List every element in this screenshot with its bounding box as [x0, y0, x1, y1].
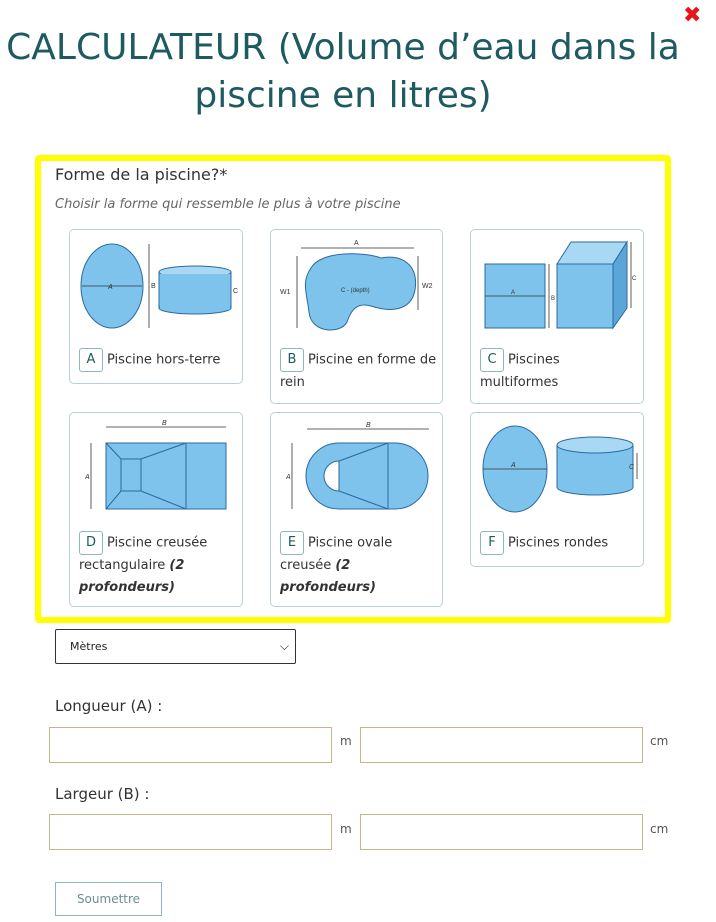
shape-letter-badge: A: [79, 348, 103, 372]
dim-label-a: A: [511, 290, 516, 296]
shape-option-f[interactable]: [470, 412, 644, 567]
shape-option-c[interactable]: [470, 229, 644, 404]
width-meters-input[interactable]: [49, 814, 332, 850]
chevron-down-icon: ⌵: [279, 639, 289, 653]
shape-label: Piscine creusée rectangulaire: [79, 535, 208, 573]
shape-label-bold: (2 profondeurs): [280, 558, 376, 595]
dim-label-b: B: [366, 422, 371, 429]
width-meters-unit: m: [340, 822, 352, 836]
kidney-pool-diagram: [271, 230, 444, 340]
shape-caption: [79, 348, 220, 372]
round-pool-diagram: [471, 413, 645, 523]
shape-option-d[interactable]: [69, 412, 243, 607]
dim-label-a: A: [354, 240, 359, 247]
unit-select-value: Mètres: [70, 640, 108, 653]
dim-label-b: B: [551, 296, 556, 302]
width-cm-input[interactable]: [360, 814, 643, 850]
shape-caption: [79, 531, 239, 599]
above-ground-pool-diagram: [70, 230, 244, 340]
dim-label-depth: C - (depth): [341, 288, 370, 294]
unit-select[interactable]: [55, 629, 296, 664]
page-title: CALCULATEUR (Volume d’eau dans la piscine en litres): [6, 27, 680, 116]
close-icon[interactable]: ✖: [683, 3, 702, 28]
dim-label-b: B: [151, 283, 156, 290]
oval-pool-diagram: [271, 413, 444, 523]
length-cm-input[interactable]: [360, 727, 643, 763]
shape-option-b[interactable]: [270, 229, 443, 404]
shape-label: Piscine hors-terre: [107, 352, 221, 368]
shape-letter-badge: B: [280, 348, 304, 372]
length-meters-input[interactable]: [49, 727, 332, 763]
length-cm-unit: cm: [650, 734, 669, 748]
dim-label-a: A: [286, 474, 291, 481]
shape-label: Piscines rondes: [508, 535, 609, 551]
submit-button[interactable]: Soumettre: [55, 882, 162, 916]
dim-label-a: A: [108, 284, 113, 291]
shape-question-label: Forme de la piscine?*: [55, 165, 228, 184]
width-label: Largeur (B) :: [55, 785, 150, 803]
shape-option-e[interactable]: [270, 412, 443, 607]
dim-label-w2: W2: [422, 283, 433, 290]
shape-caption: [280, 531, 440, 599]
shape-label: Piscine en forme de rein: [280, 352, 437, 390]
dim-label-c: C: [629, 464, 635, 471]
dim-label-w1: W1: [280, 289, 291, 296]
multiform-pool-diagram: [471, 230, 645, 340]
shape-caption: [280, 348, 440, 394]
dim-label-a: A: [511, 462, 516, 469]
shape-label-bold: (2 profondeurs): [79, 558, 185, 595]
shape-letter-badge: D: [79, 531, 103, 555]
width-cm-unit: cm: [650, 822, 669, 836]
length-meters-unit: m: [340, 734, 352, 748]
dim-label-c: C: [233, 288, 239, 295]
shape-letter-badge: C: [480, 348, 504, 372]
shape-label: Piscines multiformes: [480, 352, 560, 390]
length-label: Longueur (A) :: [55, 697, 163, 715]
shape-letter-badge: E: [280, 531, 304, 555]
shape-label: Piscine ovale creusée: [280, 535, 393, 573]
dim-label-a: A: [85, 474, 90, 481]
shape-letter-badge: F: [480, 531, 504, 555]
shape-caption: [480, 531, 608, 555]
shape-option-a[interactable]: [69, 229, 243, 384]
dim-label-c: C: [632, 276, 637, 282]
shape-caption: [480, 348, 630, 394]
shape-question-hint: Choisir la forme qui ressemble le plus à votre piscine: [55, 197, 401, 212]
dim-label-b: B: [162, 420, 167, 427]
rectangular-pool-diagram: [70, 413, 244, 523]
